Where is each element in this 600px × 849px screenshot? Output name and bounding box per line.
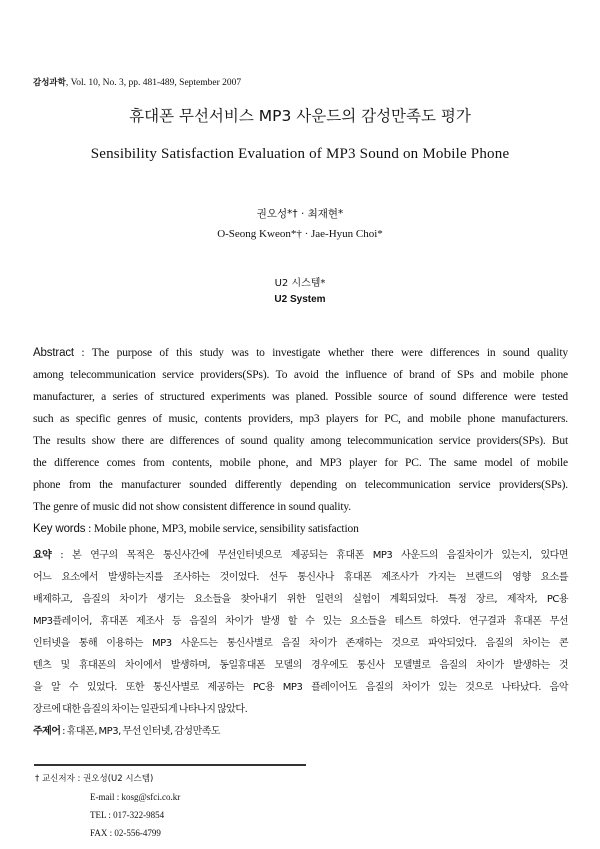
title-korean: 휴대폰 무선서비스 MP3 사운드의 감성만족도 평가 (129, 107, 471, 125)
citation-details: , Vol. 10, No. 3, pp. 481-489, September 2007 (65, 78, 242, 88)
authors-english: O-Seong Kweon*† · Jae-Hyun Choi* (217, 228, 383, 240)
author-fax: FAX : 02-556-4799 (90, 828, 161, 838)
journal-name: 감성과학 (33, 78, 66, 88)
affiliation-korean: U2 시스템* (274, 278, 326, 289)
abstract-line: Abstract : The purpose of this study was to investigate whether there were differences in sound quality (33, 347, 568, 359)
abstract-ko-line: 요약 : 본 연구의 목적은 통신사간에 무선인터넷으로 제공되는 휴대폰 MP3 사운드의 음질차이가 있는지, 있다면 (33, 550, 568, 561)
abstract-english (33, 342, 568, 540)
journal-citation (33, 76, 241, 88)
abstract-label: Abstract (33, 347, 74, 359)
abstract-ko-line: 배제하고, 음질의 차이가 생기는 요소들을 찾아내기 위한 일련의 실험이 계획되었다. 특정 장르, 제작자, PC용 (33, 594, 568, 605)
abstract-ko-line: 장르에 대한 음질의 차이는 일관되게 나타나지 않았다. (33, 704, 248, 715)
abstract-line: The genre of music did not show consistent difference in sound quality. (33, 501, 351, 513)
abstract-line: among telecommunication service providers(SPs). To avoid the influence of brand of SPs and mobile phone (33, 369, 568, 381)
keywords-korean: 주제어 : 휴대폰, MP3, 무선 인터넷, 감성만족도 (33, 726, 221, 737)
abstract-line: such as specific genres of music, contents providers, mp3 players for PC, and mobile phone manufacturers. (33, 413, 568, 425)
abstract-ko-line: MP3플레이어, 휴대폰 제조사 등 음질의 차이가 발생 할 수 있는 요소들을 테스트 하였다. 연구결과 휴대폰 무선 (33, 616, 568, 627)
keywords-english: Key words : Mobile phone, MP3, mobile service, sensibility satisfaction (33, 523, 359, 535)
corresponding-author: † 교신저자 : 권오성(U2 시스템) (35, 774, 154, 784)
footnote-divider (34, 764, 306, 766)
keywords-label: Key words (33, 523, 86, 535)
abstract-ko-line: 어느 요소에서 발생하는지를 조사하는 것이었다. 선두 통신사나 휴대폰 제조사가 가지는 브랜드의 영향 요소를 (33, 572, 568, 583)
title-english: Sensibility Satisfaction Evaluation of MP3 Sound on Mobile Phone (90, 146, 510, 162)
authors-korean: 권오성*† · 최재현* (256, 208, 344, 220)
footnote (35, 770, 568, 842)
abstract-line: phone from the manufacturer sounded differently depending on telecommunication service providers(SPs). (33, 479, 568, 491)
abstract-line: The results show there are differences of sound quality among telecommunication service providers(SPs). But (33, 435, 568, 447)
author-email: E-mail : kosg@sfci.co.kr (90, 792, 181, 802)
abstract-line: manufacturer, a series of structured experiments was planed. Possible source of sound difference were tested (33, 391, 568, 403)
abstract-korean (33, 545, 568, 743)
body-flow (33, 342, 568, 842)
abstract-ko-line: 을 알 수 있었다. 또한 통신사별로 제공하는 PC용 MP3 플레이어도 음질의 차이가 있는 것으로 나타났다. 음악 (33, 682, 568, 693)
abstract-ko-label: 요약 (33, 550, 52, 561)
author-tel: TEL : 017-322-9854 (90, 810, 165, 820)
abstract-ko-line: 텐츠 및 휴대폰의 차이에서 발생하며, 동일휴대폰 모델의 경우에도 통신사 모델별로 음질의 차이가 발생하는 것 (33, 660, 568, 671)
abstract-ko-line: 인터넷을 통해 이용하는 MP3 사운드는 통신사별로 음질 차이가 존재하는 것으로 파악되었다. 음질의 차이는 콘 (33, 638, 568, 649)
keywords-ko-label: 주제어 (33, 726, 61, 737)
footnote-area (33, 744, 568, 842)
affiliation-english: U2 System (274, 294, 326, 305)
abstract-line: the difference comes from contents, mobile phone, and MP3 player for PC. The same model of mobile (33, 457, 568, 469)
